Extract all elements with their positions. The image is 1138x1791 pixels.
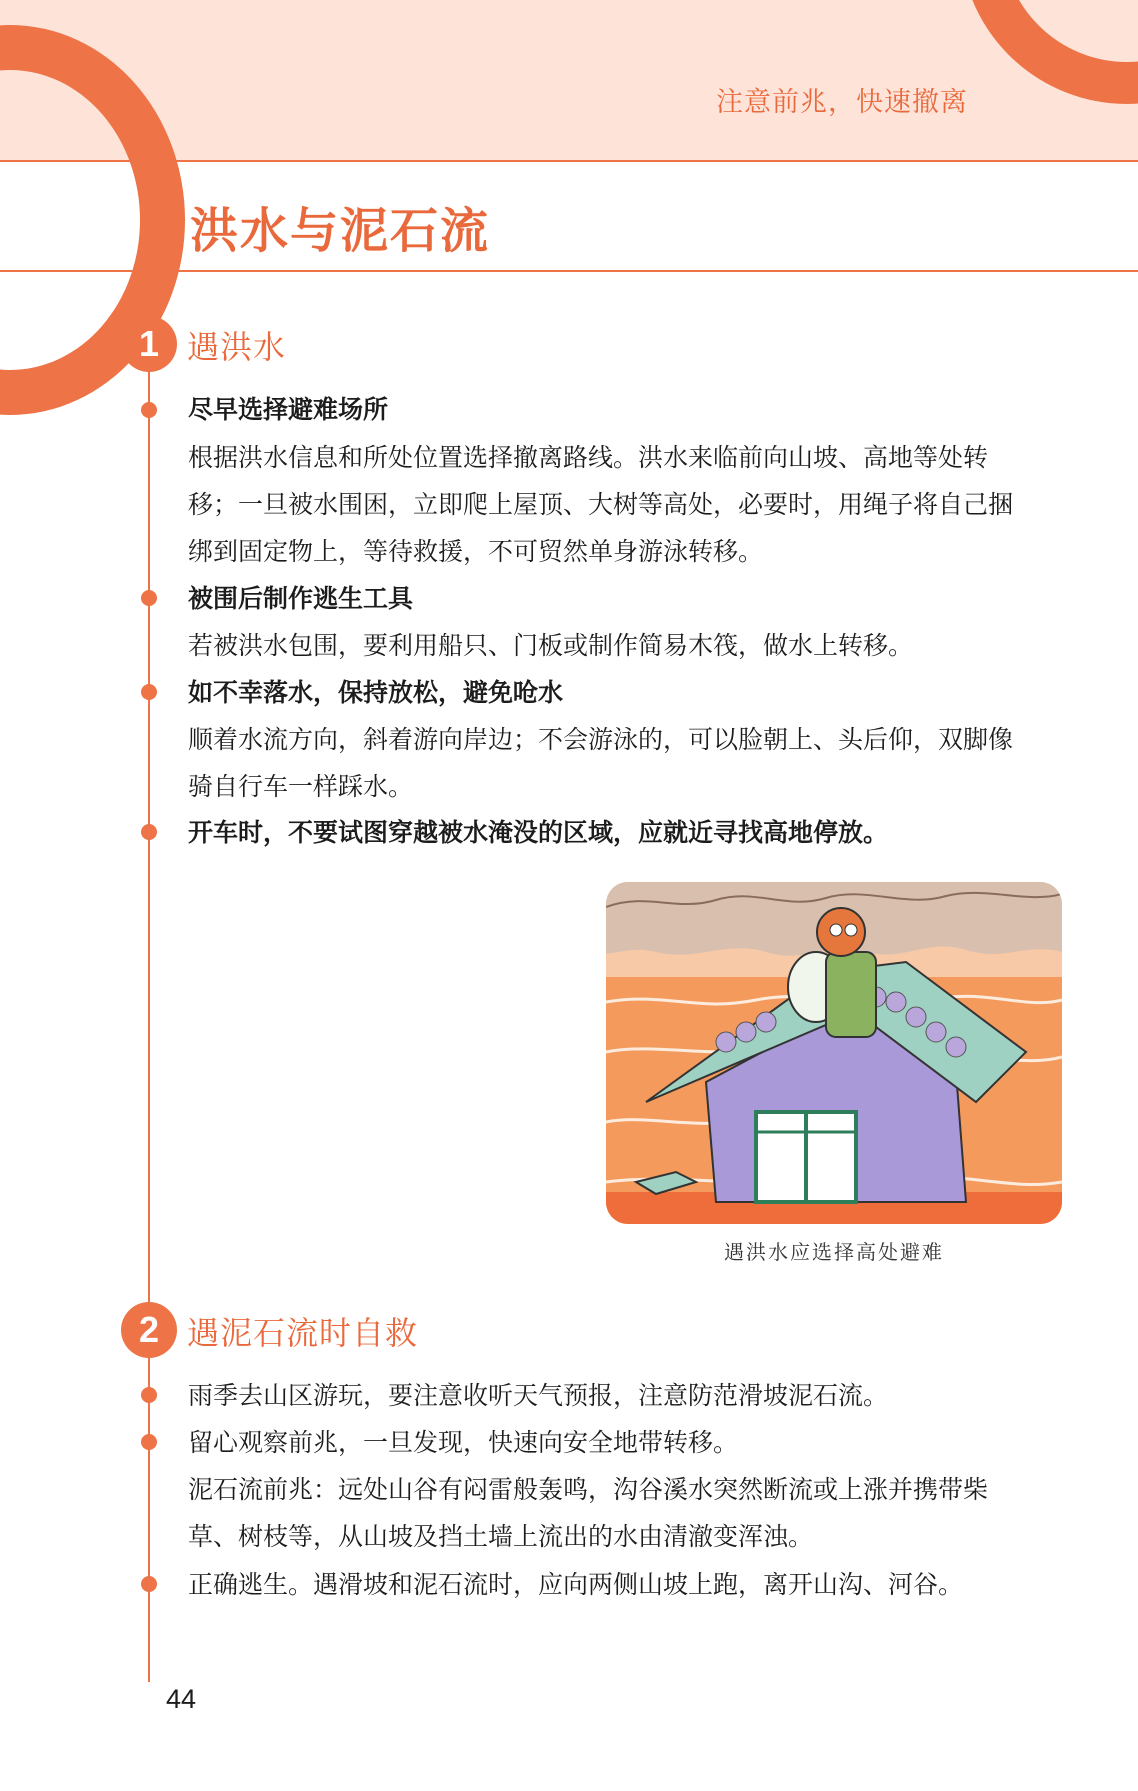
header-divider bbox=[0, 160, 1138, 162]
page-number: 44 bbox=[166, 1684, 197, 1714]
bullet-dot bbox=[141, 1576, 157, 1592]
title-divider bbox=[0, 270, 1138, 272]
item-title: 尽早选择避难场所 bbox=[188, 395, 389, 424]
item-body: 顺着水流方向，斜着游向岸边；不会游泳的，可以脸朝上、头后仰，双脚像 骑自行车一样踩水。 bbox=[188, 725, 1014, 801]
item-text: 正确逃生。遇滑坡和泥石流时，应向两侧山坡上跑，离开山沟、河谷。 bbox=[188, 1570, 964, 1599]
bullet-dot bbox=[141, 1387, 157, 1403]
illustration-caption: 遇洪水应选择高处避难 bbox=[724, 1240, 944, 1264]
bullet-dot bbox=[141, 402, 157, 418]
item-title: 如不幸落水，保持放松，避免呛水 bbox=[188, 678, 564, 707]
flood-rooftop-illustration bbox=[606, 882, 1062, 1224]
section-number-1: 1 bbox=[121, 316, 177, 372]
running-title: 注意前兆，快速撤离 bbox=[716, 87, 968, 118]
section-number-2: 2 bbox=[121, 1302, 177, 1358]
item-body: 根据洪水信息和所处位置选择撤离路线。洪水来临前向山坡、高地等处转 移；一旦被水围困，立即爬上屋顶、大树等高处，必要时，用绳子将自己捆 绑到固定物上，等待救援，不可贸然单身游泳转移。 bbox=[188, 443, 1014, 566]
item-title: 开车时，不要试图穿越被水淹没的区域，应就近寻找高地停放。 bbox=[188, 818, 889, 847]
bullet-dot bbox=[141, 1434, 157, 1450]
item-text: 留心观察前兆，一旦发现，快速向安全地带转移。 泥石流前兆：远处山谷有闷雷般轰鸣，沟谷溪水突然断流或上涨并携带柴 草、树枝等，从山坡及挡土墙上流出的水由清澈变浑浊。 bbox=[188, 1428, 989, 1551]
flood-illustration-svg bbox=[606, 882, 1062, 1224]
item-body: 若被洪水包围，要利用船只、门板或制作简易木筏，做水上转移。 bbox=[188, 631, 914, 660]
bullet-dot bbox=[141, 590, 157, 606]
section-heading-1: 遇洪水 bbox=[187, 328, 287, 366]
timeline-line bbox=[148, 272, 150, 1682]
page-title: 洪水与泥石流 bbox=[190, 203, 491, 259]
bullet-dot bbox=[141, 824, 157, 840]
section-heading-2: 遇泥石流时自救 bbox=[187, 1314, 419, 1352]
item-title: 被围后制作逃生工具 bbox=[188, 584, 414, 613]
item-text: 雨季去山区游玩，要注意收听天气预报，注意防范滑坡泥石流。 bbox=[188, 1381, 889, 1410]
bullet-dot bbox=[141, 684, 157, 700]
